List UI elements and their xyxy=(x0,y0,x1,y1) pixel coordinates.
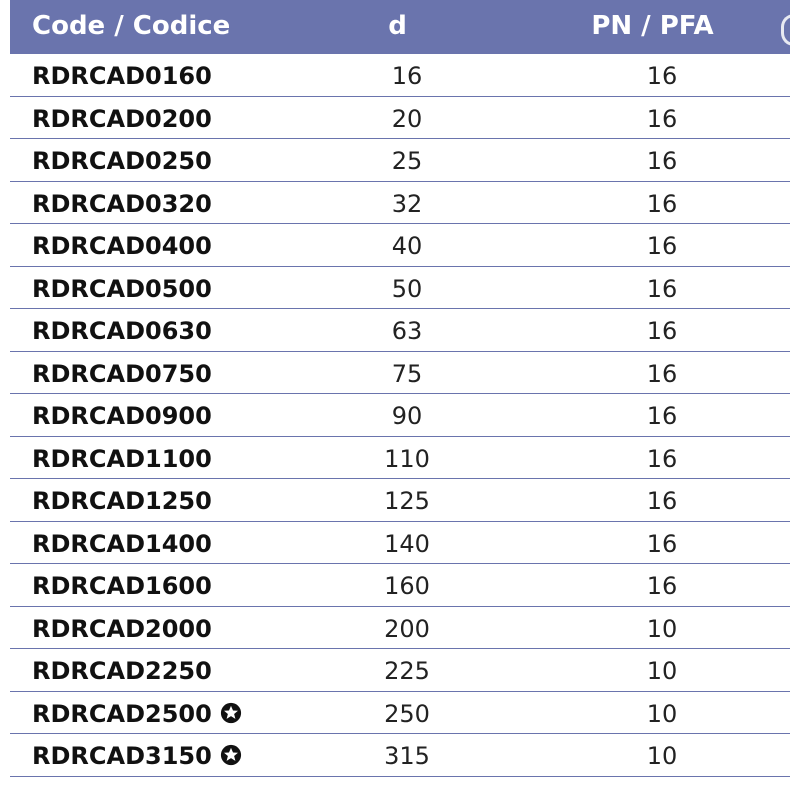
row-d: 140 xyxy=(384,529,430,558)
row-d: 20 xyxy=(391,104,423,133)
table-row xyxy=(10,692,790,735)
row-d: 16 xyxy=(391,62,423,90)
row-code-text: RDRCAD0500 xyxy=(32,274,212,303)
row-code xyxy=(32,649,212,691)
header-d: d xyxy=(388,11,407,41)
row-pn-pfa: 10 xyxy=(646,742,678,770)
row-code-text: RDRCAD3150 xyxy=(32,742,212,770)
table-body xyxy=(10,54,790,777)
row-code xyxy=(32,394,212,436)
table-row xyxy=(10,394,790,437)
table-row xyxy=(10,309,790,352)
table-row xyxy=(10,54,790,97)
cropped-header-edge xyxy=(781,14,794,46)
row-d: 160 xyxy=(384,572,430,600)
row-d: 50 xyxy=(391,274,423,303)
star-badge-icon xyxy=(220,702,242,724)
row-code xyxy=(32,564,212,606)
row-d: 200 xyxy=(384,614,430,643)
table-row xyxy=(10,564,790,607)
row-d: 25 xyxy=(391,147,423,175)
row-d: 250 xyxy=(384,699,430,728)
row-code-text: RDRCAD0320 xyxy=(32,189,212,218)
row-code-text: RDRCAD1400 xyxy=(32,529,212,558)
row-d: 225 xyxy=(384,657,430,685)
row-code xyxy=(32,182,212,224)
row-pn-pfa: 16 xyxy=(646,274,678,303)
row-code-text: RDRCAD1100 xyxy=(32,444,212,473)
row-pn-pfa: 16 xyxy=(646,62,678,90)
row-code-text: RDRCAD2000 xyxy=(32,614,212,643)
table-row xyxy=(10,97,790,140)
row-code-text: RDRCAD0900 xyxy=(32,402,212,430)
row-pn-pfa: 16 xyxy=(646,572,678,600)
row-code xyxy=(32,607,212,649)
star-badge-icon xyxy=(220,744,242,766)
row-pn-pfa: 16 xyxy=(646,232,678,260)
row-code-text: RDRCAD1250 xyxy=(32,487,212,515)
table-row xyxy=(10,182,790,225)
row-code xyxy=(32,522,212,564)
row-code-text: RDRCAD1600 xyxy=(32,572,212,600)
row-pn-pfa: 16 xyxy=(646,487,678,515)
table-row xyxy=(10,734,790,777)
header-pn-pfa: PN / PFA xyxy=(591,11,714,41)
row-code-text: RDRCAD0200 xyxy=(32,104,212,133)
row-code xyxy=(32,309,212,351)
table-row xyxy=(10,607,790,650)
row-code xyxy=(32,734,242,776)
row-code xyxy=(32,437,212,479)
row-code xyxy=(32,54,212,96)
row-code-text: RDRCAD0400 xyxy=(32,232,212,260)
header-code: Code / Codice xyxy=(32,11,231,41)
row-pn-pfa: 16 xyxy=(646,104,678,133)
row-pn-pfa: 10 xyxy=(646,699,678,728)
row-d: 75 xyxy=(391,359,423,388)
table-row xyxy=(10,352,790,395)
row-pn-pfa: 10 xyxy=(646,657,678,685)
row-code xyxy=(32,352,212,394)
row-code-text: RDRCAD0750 xyxy=(32,359,212,388)
row-code-text: RDRCAD2500 xyxy=(32,699,212,728)
table-row xyxy=(10,224,790,267)
row-code-text: RDRCAD0250 xyxy=(32,147,212,175)
row-pn-pfa: 16 xyxy=(646,444,678,473)
row-d: 63 xyxy=(391,317,423,345)
row-pn-pfa: 16 xyxy=(646,189,678,218)
row-code xyxy=(32,267,212,309)
table-row xyxy=(10,522,790,565)
row-d: 32 xyxy=(391,189,423,218)
table-row xyxy=(10,139,790,182)
table-row xyxy=(10,267,790,310)
table-header xyxy=(10,0,790,54)
row-code-text: RDRCAD0160 xyxy=(32,62,212,90)
row-code xyxy=(32,224,212,266)
row-pn-pfa: 16 xyxy=(646,529,678,558)
row-pn-pfa: 16 xyxy=(646,317,678,345)
row-code-text: RDRCAD0630 xyxy=(32,317,212,345)
row-pn-pfa: 16 xyxy=(646,359,678,388)
table-row xyxy=(10,437,790,480)
row-code xyxy=(32,692,242,734)
table-row xyxy=(10,649,790,692)
row-d: 110 xyxy=(384,444,430,473)
row-pn-pfa: 16 xyxy=(646,402,678,430)
row-d: 315 xyxy=(384,742,430,770)
row-d: 40 xyxy=(391,232,423,260)
row-pn-pfa: 10 xyxy=(646,614,678,643)
row-code xyxy=(32,139,212,181)
row-code-text: RDRCAD2250 xyxy=(32,657,212,685)
row-d: 125 xyxy=(384,487,430,515)
row-pn-pfa: 16 xyxy=(646,147,678,175)
product-table xyxy=(10,0,790,800)
table-row xyxy=(10,479,790,522)
row-code xyxy=(32,97,212,139)
row-code xyxy=(32,479,212,521)
row-d: 90 xyxy=(391,402,423,430)
